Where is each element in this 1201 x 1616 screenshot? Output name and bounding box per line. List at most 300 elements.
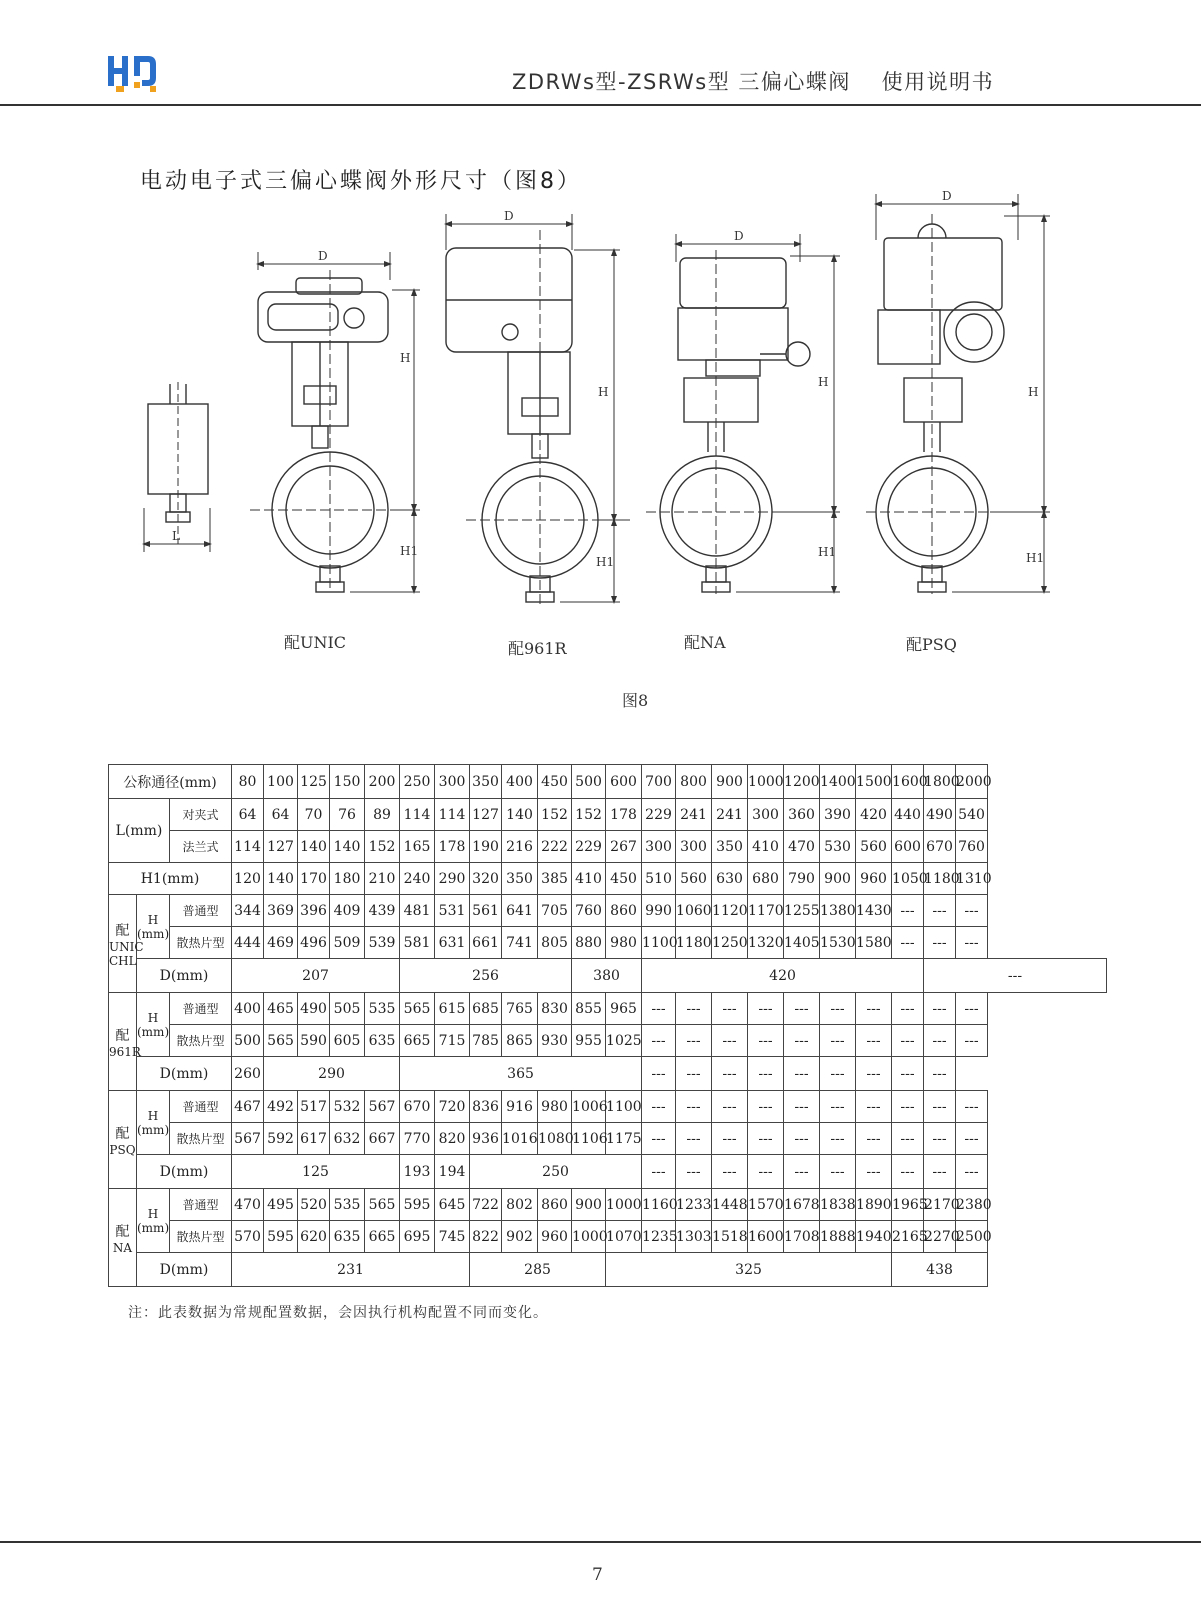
table-cell: --- <box>956 993 988 1025</box>
table-cell: 620 <box>298 1221 330 1253</box>
table-cell: 500 <box>232 1025 264 1057</box>
table-cell: 1965 <box>892 1189 924 1221</box>
d-value: --- <box>642 1155 676 1189</box>
table-cell: 152 <box>538 799 572 831</box>
table-cell: 1100 <box>642 927 676 959</box>
table-cell: --- <box>748 993 784 1025</box>
table-cell: 860 <box>606 895 642 927</box>
table-cell: 140 <box>264 863 298 895</box>
table-cell: 409 <box>330 895 365 927</box>
table-row <box>109 1189 1107 1221</box>
group-label <box>109 1091 137 1189</box>
dn-value: 150 <box>330 765 365 799</box>
table-cell: --- <box>748 1025 784 1057</box>
group-pei: 配 <box>115 1027 130 1044</box>
svg-text:H1: H1 <box>1026 551 1045 565</box>
table-cell: 492 <box>264 1091 298 1123</box>
table-cell: 565 <box>264 1025 298 1057</box>
d-value: 125 <box>232 1155 400 1189</box>
table-cell: 64 <box>264 799 298 831</box>
footer-divider <box>0 1541 1201 1543</box>
table-cell: --- <box>956 927 988 959</box>
page-number: 7 <box>592 1565 603 1585</box>
table-cell: --- <box>748 1123 784 1155</box>
table-cell: 1303 <box>676 1221 712 1253</box>
dn-value: 350 <box>470 765 502 799</box>
table-cell: 152 <box>365 831 400 863</box>
d-value: 325 <box>606 1253 892 1287</box>
table-cell: 1570 <box>748 1189 784 1221</box>
table-row <box>109 1155 1107 1189</box>
table-cell: 229 <box>642 799 676 831</box>
table-cell: 300 <box>748 799 784 831</box>
table-cell: --- <box>712 993 748 1025</box>
table-cell: --- <box>820 1123 856 1155</box>
table-cell: 2270 <box>924 1221 956 1253</box>
table-cell: 595 <box>400 1189 435 1221</box>
table-cell: 635 <box>365 1025 400 1057</box>
d-value: --- <box>924 1155 956 1189</box>
dn-value: 800 <box>676 765 712 799</box>
table-cell: --- <box>892 1025 924 1057</box>
svg-text:D: D <box>318 249 328 263</box>
table-cell: 140 <box>298 831 330 863</box>
table-cell: 592 <box>264 1123 298 1155</box>
table-cell: 89 <box>365 799 400 831</box>
table-cell: --- <box>924 895 956 927</box>
d-value: --- <box>712 1057 748 1091</box>
table-cell: 741 <box>502 927 538 959</box>
normal-type-label: 普通型 <box>170 1189 232 1221</box>
svg-text:D: D <box>504 209 514 223</box>
table-cell: 1016 <box>502 1123 538 1155</box>
table-cell: --- <box>784 1025 820 1057</box>
table-cell: --- <box>892 895 924 927</box>
l-flange-label: 法兰式 <box>170 831 232 863</box>
table-row <box>109 1123 1107 1155</box>
d-label: D(mm) <box>137 1155 232 1189</box>
table-cell: --- <box>676 993 712 1025</box>
table-cell: 495 <box>264 1189 298 1221</box>
table-cell: 178 <box>435 831 470 863</box>
table-cell: 590 <box>298 1025 330 1057</box>
table-cell: 581 <box>400 927 435 959</box>
d-value: --- <box>856 1155 892 1189</box>
dn-value: 250 <box>400 765 435 799</box>
d-value: 193 <box>400 1155 435 1189</box>
table-row <box>109 993 1107 1025</box>
d-value: 380 <box>572 959 642 993</box>
table-cell: 490 <box>924 799 956 831</box>
dn-value: 80 <box>232 765 264 799</box>
d-value: 365 <box>400 1057 642 1091</box>
table-cell: --- <box>642 1091 676 1123</box>
table-cell: 1890 <box>856 1189 892 1221</box>
table-cell: 320 <box>470 863 502 895</box>
table-cell: 760 <box>956 831 988 863</box>
table-cell: 114 <box>232 831 264 863</box>
label-psq: 配PSQ <box>906 635 957 654</box>
group-name: 961R <box>109 1044 141 1059</box>
table-row <box>109 765 1107 799</box>
table-cell: 440 <box>892 799 924 831</box>
table-cell: 570 <box>232 1221 264 1253</box>
table-cell: 855 <box>572 993 606 1025</box>
d-value: 256 <box>400 959 572 993</box>
table-cell: 665 <box>365 1221 400 1253</box>
d-label: D(mm) <box>137 1253 232 1287</box>
table-cell: 496 <box>298 927 330 959</box>
table-cell: 540 <box>956 799 988 831</box>
na-valve-drawing <box>646 229 840 594</box>
table-cell: --- <box>956 895 988 927</box>
table-cell: 960 <box>856 863 892 895</box>
table-cell: --- <box>856 993 892 1025</box>
table-cell: 1255 <box>784 895 820 927</box>
table-cell: 802 <box>502 1189 538 1221</box>
table-cell: 561 <box>470 895 502 927</box>
dn-value: 400 <box>502 765 538 799</box>
group-pei: 配 <box>115 1223 130 1240</box>
group-label <box>109 895 144 993</box>
d-value: --- <box>676 1155 712 1189</box>
dn-value: 600 <box>606 765 642 799</box>
table-cell: 760 <box>572 895 606 927</box>
group-name: NA <box>112 1240 133 1255</box>
table-cell: --- <box>956 1123 988 1155</box>
table-cell: 410 <box>748 831 784 863</box>
table-cell: --- <box>676 1025 712 1057</box>
table-cell: --- <box>924 1091 956 1123</box>
table-cell: 830 <box>538 993 572 1025</box>
table-cell: 745 <box>435 1221 470 1253</box>
table-cell: 980 <box>606 927 642 959</box>
dn-value: 2000 <box>956 765 988 799</box>
h1-label: H1(mm) <box>109 863 232 895</box>
table-cell: 531 <box>435 895 470 927</box>
h-text: H <box>147 1108 159 1123</box>
table-cell: 344 <box>232 895 264 927</box>
table-cell: 790 <box>784 863 820 895</box>
svg-text:D: D <box>942 189 952 203</box>
dn-value: 1400 <box>820 765 856 799</box>
table-cell: 114 <box>400 799 435 831</box>
normal-type-label: 普通型 <box>170 895 232 927</box>
table-cell: 1070 <box>606 1221 642 1253</box>
table-cell: --- <box>892 927 924 959</box>
table-cell: --- <box>642 1123 676 1155</box>
table-cell: --- <box>748 1091 784 1123</box>
table-cell: 1235 <box>642 1221 676 1253</box>
table-cell: 860 <box>538 1189 572 1221</box>
group-label <box>109 1189 137 1287</box>
table-cell: 350 <box>712 831 748 863</box>
table-cell: 960 <box>538 1221 572 1253</box>
psq-valve-drawing <box>866 189 1050 594</box>
table-cell: 1940 <box>856 1221 892 1253</box>
table-cell: 300 <box>676 831 712 863</box>
table-cell: 140 <box>330 831 365 863</box>
d-value: --- <box>820 1057 856 1091</box>
table-cell: 1006 <box>572 1091 606 1123</box>
table-cell: 630 <box>712 863 748 895</box>
table-cell: 615 <box>435 993 470 1025</box>
table-cell: 916 <box>502 1091 538 1123</box>
dn-value: 125 <box>298 765 330 799</box>
table-cell: --- <box>956 1025 988 1057</box>
table-cell: --- <box>642 1025 676 1057</box>
table-cell: 350 <box>502 863 538 895</box>
table-cell: 178 <box>606 799 642 831</box>
table-cell: 1100 <box>606 1091 642 1123</box>
table-cell: 490 <box>298 993 330 1025</box>
table-cell: 1380 <box>820 895 856 927</box>
table-cell: 467 <box>232 1091 264 1123</box>
table-cell: 1310 <box>956 863 988 895</box>
table-cell: 2500 <box>956 1221 988 1253</box>
table-cell: 290 <box>435 863 470 895</box>
table-row <box>109 863 1107 895</box>
d-value: --- <box>642 1057 676 1091</box>
table-cell: 722 <box>470 1189 502 1221</box>
figure-caption: 图8 <box>622 691 649 710</box>
table-cell: 127 <box>264 831 298 863</box>
table-cell: 481 <box>400 895 435 927</box>
table-cell: 509 <box>330 927 365 959</box>
table-row <box>109 1091 1107 1123</box>
d-value: 290 <box>264 1057 400 1091</box>
svg-text:D: D <box>734 229 744 243</box>
label-unic: 配UNIC <box>284 633 347 652</box>
table-cell: 396 <box>298 895 330 927</box>
table-cell: 420 <box>856 799 892 831</box>
table-cell: 1000 <box>572 1221 606 1253</box>
svg-text:H: H <box>400 351 411 365</box>
group-name: UNIC <box>109 939 144 954</box>
valve-dimension-drawings <box>0 190 1201 660</box>
table-cell: 267 <box>606 831 642 863</box>
table-cell: --- <box>784 993 820 1025</box>
d-value: --- <box>748 1057 784 1091</box>
table-cell: 670 <box>924 831 956 863</box>
table-cell: 955 <box>572 1025 606 1057</box>
d-value: --- <box>956 1155 988 1189</box>
table-row <box>109 1057 1107 1091</box>
table-cell: 190 <box>470 831 502 863</box>
label-961r: 配961R <box>508 639 567 658</box>
svg-text:H1: H1 <box>400 544 419 558</box>
header-divider <box>0 104 1201 106</box>
table-cell: 680 <box>748 863 784 895</box>
table-cell: 210 <box>365 863 400 895</box>
961r-valve-drawing <box>446 209 630 604</box>
d-label: D(mm) <box>137 959 232 993</box>
table-cell: --- <box>956 1091 988 1123</box>
table-cell: 567 <box>232 1123 264 1155</box>
table-cell: 1050 <box>892 863 924 895</box>
table-cell: 2165 <box>892 1221 924 1253</box>
table-cell: 1580 <box>856 927 892 959</box>
d-value: --- <box>712 1155 748 1189</box>
table-row <box>109 959 1107 993</box>
fin-type-label: 散热片型 <box>170 1025 232 1057</box>
d-value: --- <box>676 1057 712 1091</box>
table-cell: 617 <box>298 1123 330 1155</box>
table-cell: --- <box>924 927 956 959</box>
table-cell: 1708 <box>784 1221 820 1253</box>
table-cell: 836 <box>470 1091 502 1123</box>
mm-text: (mm) <box>137 1024 170 1039</box>
table-cell: 229 <box>572 831 606 863</box>
table-cell: 670 <box>400 1091 435 1123</box>
dn-value: 900 <box>712 765 748 799</box>
table-cell: 70 <box>298 799 330 831</box>
table-row <box>109 831 1107 863</box>
table-cell: --- <box>924 1025 956 1057</box>
table-cell: 820 <box>435 1123 470 1155</box>
table-cell: 902 <box>502 1221 538 1253</box>
d-value: 420 <box>642 959 924 993</box>
table-cell: 635 <box>330 1221 365 1253</box>
table-cell: 715 <box>435 1025 470 1057</box>
dn-value: 1500 <box>856 765 892 799</box>
table-cell: --- <box>892 1091 924 1123</box>
table-cell: 300 <box>642 831 676 863</box>
h-label <box>137 1091 170 1155</box>
table-cell: 965 <box>606 993 642 1025</box>
table-row <box>109 927 1107 959</box>
table-cell: 120 <box>232 863 264 895</box>
table-cell: 1250 <box>712 927 748 959</box>
fin-type-label: 散热片型 <box>170 927 232 959</box>
normal-type-label: 普通型 <box>170 1091 232 1123</box>
d-value: --- <box>856 1057 892 1091</box>
table-cell: --- <box>676 1123 712 1155</box>
table-cell: --- <box>892 1123 924 1155</box>
table-cell: 127 <box>470 799 502 831</box>
table-cell: 439 <box>365 895 400 927</box>
table-cell: --- <box>820 993 856 1025</box>
d-value: 260 <box>232 1057 264 1091</box>
d-value: 285 <box>470 1253 606 1287</box>
table-cell: 469 <box>264 927 298 959</box>
table-cell: 1175 <box>606 1123 642 1155</box>
table-cell: --- <box>784 1123 820 1155</box>
table-cell: --- <box>676 1091 712 1123</box>
table-cell: 1080 <box>538 1123 572 1155</box>
table-cell: 1106 <box>572 1123 606 1155</box>
table-cell: 930 <box>538 1025 572 1057</box>
table-cell: 641 <box>502 895 538 927</box>
d-value: --- <box>924 959 1107 993</box>
table-cell: 400 <box>232 993 264 1025</box>
d-value: 438 <box>892 1253 988 1287</box>
table-cell: 152 <box>572 799 606 831</box>
table-cell: 632 <box>330 1123 365 1155</box>
table-cell: 535 <box>365 993 400 1025</box>
table-cell: 530 <box>820 831 856 863</box>
table-row <box>109 895 1107 927</box>
table-cell: 900 <box>572 1189 606 1221</box>
h-text: H <box>147 1206 159 1221</box>
table-cell: 2170 <box>924 1189 956 1221</box>
table-cell: 705 <box>538 895 572 927</box>
table-cell: 1405 <box>784 927 820 959</box>
header-title: ZDRWs型-ZSRWs型 三偏心蝶阀 使用说明书 <box>512 70 995 94</box>
group-label <box>109 993 141 1091</box>
table-cell: 600 <box>892 831 924 863</box>
table-cell: 465 <box>264 993 298 1025</box>
table-cell: 695 <box>400 1221 435 1253</box>
d-value: --- <box>892 1155 924 1189</box>
d-value: --- <box>784 1057 820 1091</box>
table-cell: 520 <box>298 1189 330 1221</box>
table-cell: 1025 <box>606 1025 642 1057</box>
table-cell: 390 <box>820 799 856 831</box>
table-cell: 1530 <box>820 927 856 959</box>
table-cell: 450 <box>606 863 642 895</box>
dn-value: 450 <box>538 765 572 799</box>
dn-value: 500 <box>572 765 606 799</box>
table-cell: 1838 <box>820 1189 856 1221</box>
table-cell: 770 <box>400 1123 435 1155</box>
table-cell: 539 <box>365 927 400 959</box>
table-cell: 631 <box>435 927 470 959</box>
table-cell: 595 <box>264 1221 298 1253</box>
h-label <box>137 993 170 1057</box>
table-cell: 1160 <box>642 1189 676 1221</box>
table-cell: 865 <box>502 1025 538 1057</box>
table-cell: 990 <box>642 895 676 927</box>
table-cell: --- <box>712 1091 748 1123</box>
table-cell: 645 <box>435 1189 470 1221</box>
table-cell: --- <box>856 1123 892 1155</box>
d-value: 194 <box>435 1155 470 1189</box>
d-value: --- <box>784 1155 820 1189</box>
table-cell: 170 <box>298 863 330 895</box>
table-cell: 165 <box>400 831 435 863</box>
table-cell: 369 <box>264 895 298 927</box>
table-cell: 444 <box>232 927 264 959</box>
dn-value: 700 <box>642 765 676 799</box>
table-cell: --- <box>924 1123 956 1155</box>
dn-header: 公称通径(mm) <box>109 765 232 799</box>
table-cell: 667 <box>365 1123 400 1155</box>
table-cell: 685 <box>470 993 502 1025</box>
table-cell: 241 <box>712 799 748 831</box>
table-cell: 1000 <box>606 1189 642 1221</box>
table-cell: 1170 <box>748 895 784 927</box>
fin-type-label: 散热片型 <box>170 1123 232 1155</box>
table-cell: 2380 <box>956 1189 988 1221</box>
h-text: H <box>147 912 159 927</box>
table-cell: 900 <box>820 863 856 895</box>
table-cell: 76 <box>330 799 365 831</box>
table-cell: 240 <box>400 863 435 895</box>
d-value: 250 <box>470 1155 642 1189</box>
d-value: --- <box>820 1155 856 1189</box>
table-cell: 805 <box>538 927 572 959</box>
table-cell: 936 <box>470 1123 502 1155</box>
table-cell: 64 <box>232 799 264 831</box>
table-cell: 785 <box>470 1025 502 1057</box>
svg-text:H1: H1 <box>596 555 615 569</box>
table-cell: 1320 <box>748 927 784 959</box>
table-cell: 765 <box>502 993 538 1025</box>
d-value: --- <box>892 1057 924 1091</box>
dn-value: 300 <box>435 765 470 799</box>
l-label: L(mm) <box>109 799 170 863</box>
